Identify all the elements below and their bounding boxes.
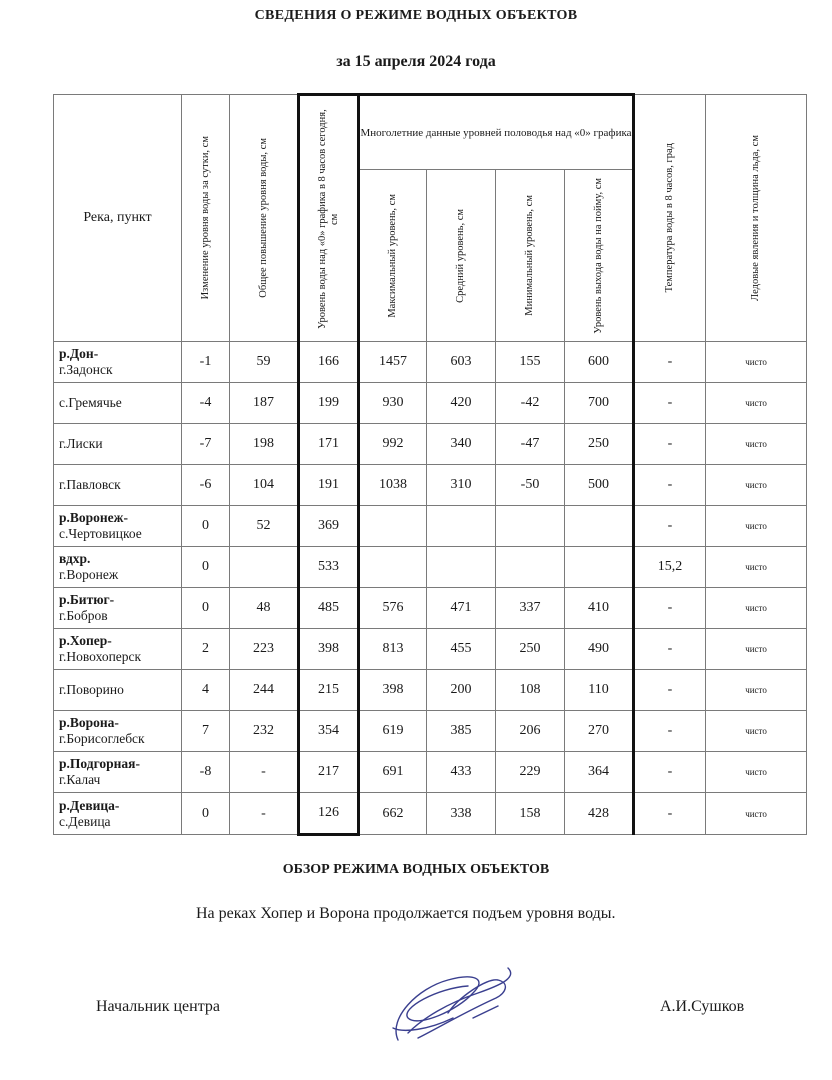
cell-current-level: 191: [299, 465, 359, 506]
point-name: с.Чертовицкое: [59, 526, 142, 541]
cell-max-level: [359, 547, 427, 588]
cell-river-point: [54, 588, 182, 629]
cell-avg-level: 471: [427, 588, 496, 629]
cell-water-temperature: -: [634, 752, 706, 793]
cell-current-level: 199: [299, 383, 359, 424]
cell-water-temperature: -: [634, 793, 706, 835]
cell-min-level: 250: [496, 629, 565, 670]
cell-total-rise: -: [230, 793, 299, 835]
cell-total-rise: 59: [230, 342, 299, 383]
cell-river-point: [54, 547, 182, 588]
point-name: г.Павловск: [59, 477, 121, 492]
cell-min-level: -47: [496, 424, 565, 465]
cell-current-level: 369: [299, 506, 359, 547]
cell-avg-level: 603: [427, 342, 496, 383]
table-row: [54, 629, 807, 670]
cell-daily-change: 0: [182, 547, 230, 588]
cell-min-level: 337: [496, 588, 565, 629]
cell-min-level: 158: [496, 793, 565, 835]
cell-ice-phenomena: чисто: [706, 465, 807, 506]
river-name: р.Битюг-: [59, 592, 115, 607]
point-name: г.Поворино: [59, 682, 124, 697]
river-name: вдхр.: [59, 551, 91, 566]
cell-floodplain-level: 270: [565, 711, 634, 752]
cell-current-level: 215: [299, 670, 359, 711]
cell-water-temperature: -: [634, 342, 706, 383]
cell-water-temperature: -: [634, 711, 706, 752]
cell-avg-level: 338: [427, 793, 496, 835]
cell-ice-phenomena: чисто: [706, 547, 807, 588]
cell-daily-change: -7: [182, 424, 230, 465]
cell-river-point: [54, 465, 182, 506]
cell-current-level: 217: [299, 752, 359, 793]
cell-daily-change: -1: [182, 342, 230, 383]
river-name: р.Дон-: [59, 346, 99, 361]
cell-river-point: [54, 670, 182, 711]
header-min-level: Минимальный уровень, см: [496, 170, 565, 342]
signature-image: [378, 958, 528, 1048]
river-name: р.Воронеж-: [59, 510, 128, 525]
river-name: р.Подгорная-: [59, 756, 140, 771]
cell-min-level: [496, 506, 565, 547]
cell-max-level: 1457: [359, 342, 427, 383]
cell-max-level: 619: [359, 711, 427, 752]
review-summary: На реках Хопер и Ворона продолжается подъем уровня воды.: [196, 905, 616, 922]
point-name: г.Калач: [59, 772, 101, 787]
cell-ice-phenomena: чисто: [706, 342, 807, 383]
header-floodplain-level: Уровень выхода воды на пойму, см: [565, 170, 634, 342]
header-max-level: Максимальный уровень, см: [359, 170, 427, 342]
cell-total-rise: 187: [230, 383, 299, 424]
cell-avg-level: 340: [427, 424, 496, 465]
river-name: р.Ворона-: [59, 715, 119, 730]
cell-daily-change: -8: [182, 752, 230, 793]
cell-current-level: 533: [299, 547, 359, 588]
document-date: за 15 апреля 2024 года: [336, 53, 496, 70]
cell-avg-level: 420: [427, 383, 496, 424]
cell-total-rise: 223: [230, 629, 299, 670]
cell-total-rise: -: [230, 752, 299, 793]
cell-total-rise: 52: [230, 506, 299, 547]
cell-avg-level: 310: [427, 465, 496, 506]
header-water-temperature: Температура воды в 8 часов, град: [634, 95, 706, 342]
cell-current-level: 354: [299, 711, 359, 752]
cell-river-point: [54, 342, 182, 383]
cell-daily-change: 7: [182, 711, 230, 752]
table-row: [54, 670, 807, 711]
point-name: г.Борисоглебск: [59, 731, 145, 746]
cell-floodplain-level: 364: [565, 752, 634, 793]
cell-max-level: 992: [359, 424, 427, 465]
cell-total-rise: 232: [230, 711, 299, 752]
point-name: с.Девица: [59, 813, 111, 829]
cell-max-level: 813: [359, 629, 427, 670]
cell-river-point: [54, 793, 182, 835]
cell-daily-change: 4: [182, 670, 230, 711]
cell-current-level: 398: [299, 629, 359, 670]
point-name: г.Лиски: [59, 436, 103, 451]
cell-current-level: 485: [299, 588, 359, 629]
cell-daily-change: -6: [182, 465, 230, 506]
cell-floodplain-level: 428: [565, 793, 634, 835]
header-river-point: Река, пункт: [54, 95, 182, 342]
cell-avg-level: [427, 547, 496, 588]
cell-min-level: 155: [496, 342, 565, 383]
table-row: [54, 465, 807, 506]
table-row: [54, 342, 807, 383]
cell-water-temperature: -: [634, 506, 706, 547]
table-row: [54, 547, 807, 588]
cell-max-level: 576: [359, 588, 427, 629]
table-row: [54, 588, 807, 629]
cell-daily-change: 0: [182, 588, 230, 629]
cell-min-level: 108: [496, 670, 565, 711]
cell-min-level: 229: [496, 752, 565, 793]
table-row: [54, 711, 807, 752]
cell-max-level: 662: [359, 793, 427, 835]
cell-max-level: 1038: [359, 465, 427, 506]
header-total-rise: Общее повышение уровня воды, см: [230, 95, 299, 342]
cell-ice-phenomena: чисто: [706, 383, 807, 424]
cell-floodplain-level: 500: [565, 465, 634, 506]
point-name: г.Новохоперск: [59, 649, 142, 664]
cell-total-rise: 198: [230, 424, 299, 465]
point-name: с.Гремячье: [59, 395, 122, 410]
point-name: г.Бобров: [59, 608, 108, 623]
table-row: [54, 424, 807, 465]
cell-avg-level: 433: [427, 752, 496, 793]
table-row: [54, 752, 807, 793]
cell-daily-change: 2: [182, 629, 230, 670]
cell-avg-level: 200: [427, 670, 496, 711]
cell-ice-phenomena: чисто: [706, 629, 807, 670]
cell-daily-change: -4: [182, 383, 230, 424]
cell-ice-phenomena: чисто: [706, 711, 807, 752]
cell-river-point: [54, 711, 182, 752]
document-title: СВЕДЕНИЯ О РЕЖИМЕ ВОДНЫХ ОБЪЕКТОВ: [254, 8, 578, 23]
cell-min-level: 206: [496, 711, 565, 752]
header-daily-change: Изменение уровня воды за сутки, см: [182, 95, 230, 342]
water-regime-table: [53, 93, 807, 836]
cell-min-level: -42: [496, 383, 565, 424]
cell-water-temperature: 15,2: [634, 547, 706, 588]
cell-floodplain-level: 700: [565, 383, 634, 424]
cell-daily-change: 0: [182, 506, 230, 547]
cell-floodplain-level: 110: [565, 670, 634, 711]
cell-total-rise: 104: [230, 465, 299, 506]
cell-min-level: [496, 547, 565, 588]
river-name: р.Хопер-: [59, 633, 112, 648]
header-ice-phenomena: Ледовые явления и толщина льда, см: [706, 95, 807, 342]
signatory-name: А.И.Сушков: [660, 998, 745, 1015]
cell-max-level: 398: [359, 670, 427, 711]
cell-ice-phenomena: чисто: [706, 588, 807, 629]
table-row: [54, 793, 807, 835]
cell-floodplain-level: [565, 506, 634, 547]
cell-floodplain-level: [565, 547, 634, 588]
cell-water-temperature: -: [634, 670, 706, 711]
cell-total-rise: 48: [230, 588, 299, 629]
cell-max-level: [359, 506, 427, 547]
river-name: р.Девица-: [59, 797, 120, 813]
cell-total-rise: 244: [230, 670, 299, 711]
cell-ice-phenomena: чисто: [706, 424, 807, 465]
cell-ice-phenomena: чисто: [706, 506, 807, 547]
header-avg-level: Средний уровень, см: [427, 170, 496, 342]
table-row: [54, 506, 807, 547]
cell-current-level: 166: [299, 342, 359, 383]
cell-ice-phenomena: чисто: [706, 670, 807, 711]
cell-river-point: [54, 752, 182, 793]
cell-total-rise: [230, 547, 299, 588]
cell-avg-level: [427, 506, 496, 547]
cell-max-level: 930: [359, 383, 427, 424]
review-title: ОБЗОР РЕЖИМА ВОДНЫХ ОБЪЕКТОВ: [282, 862, 550, 877]
cell-floodplain-level: 250: [565, 424, 634, 465]
header-longterm-group: Многолетние данные уровней половодья над «0» графика: [359, 95, 634, 170]
point-name: г.Воронеж: [59, 567, 119, 582]
cell-min-level: -50: [496, 465, 565, 506]
signatory-position: Начальник центра: [96, 998, 220, 1015]
cell-current-level: 126: [299, 793, 359, 835]
cell-floodplain-level: 600: [565, 342, 634, 383]
cell-river-point: [54, 424, 182, 465]
cell-max-level: 691: [359, 752, 427, 793]
cell-floodplain-level: 410: [565, 588, 634, 629]
cell-current-level: 171: [299, 424, 359, 465]
cell-avg-level: 455: [427, 629, 496, 670]
header-current-level: Уровень воды над «0» графика в 8 часов сегодня, см: [299, 95, 359, 342]
cell-daily-change: 0: [182, 793, 230, 835]
cell-river-point: [54, 629, 182, 670]
cell-water-temperature: -: [634, 383, 706, 424]
cell-water-temperature: -: [634, 465, 706, 506]
cell-ice-phenomena: чисто: [706, 752, 807, 793]
cell-water-temperature: -: [634, 424, 706, 465]
cell-water-temperature: -: [634, 588, 706, 629]
cell-avg-level: 385: [427, 711, 496, 752]
cell-ice-phenomena: чисто: [706, 793, 807, 835]
point-name: г.Задонск: [59, 362, 113, 377]
cell-river-point: [54, 383, 182, 424]
cell-river-point: [54, 506, 182, 547]
cell-floodplain-level: 490: [565, 629, 634, 670]
table-row: [54, 383, 807, 424]
cell-water-temperature: -: [634, 629, 706, 670]
